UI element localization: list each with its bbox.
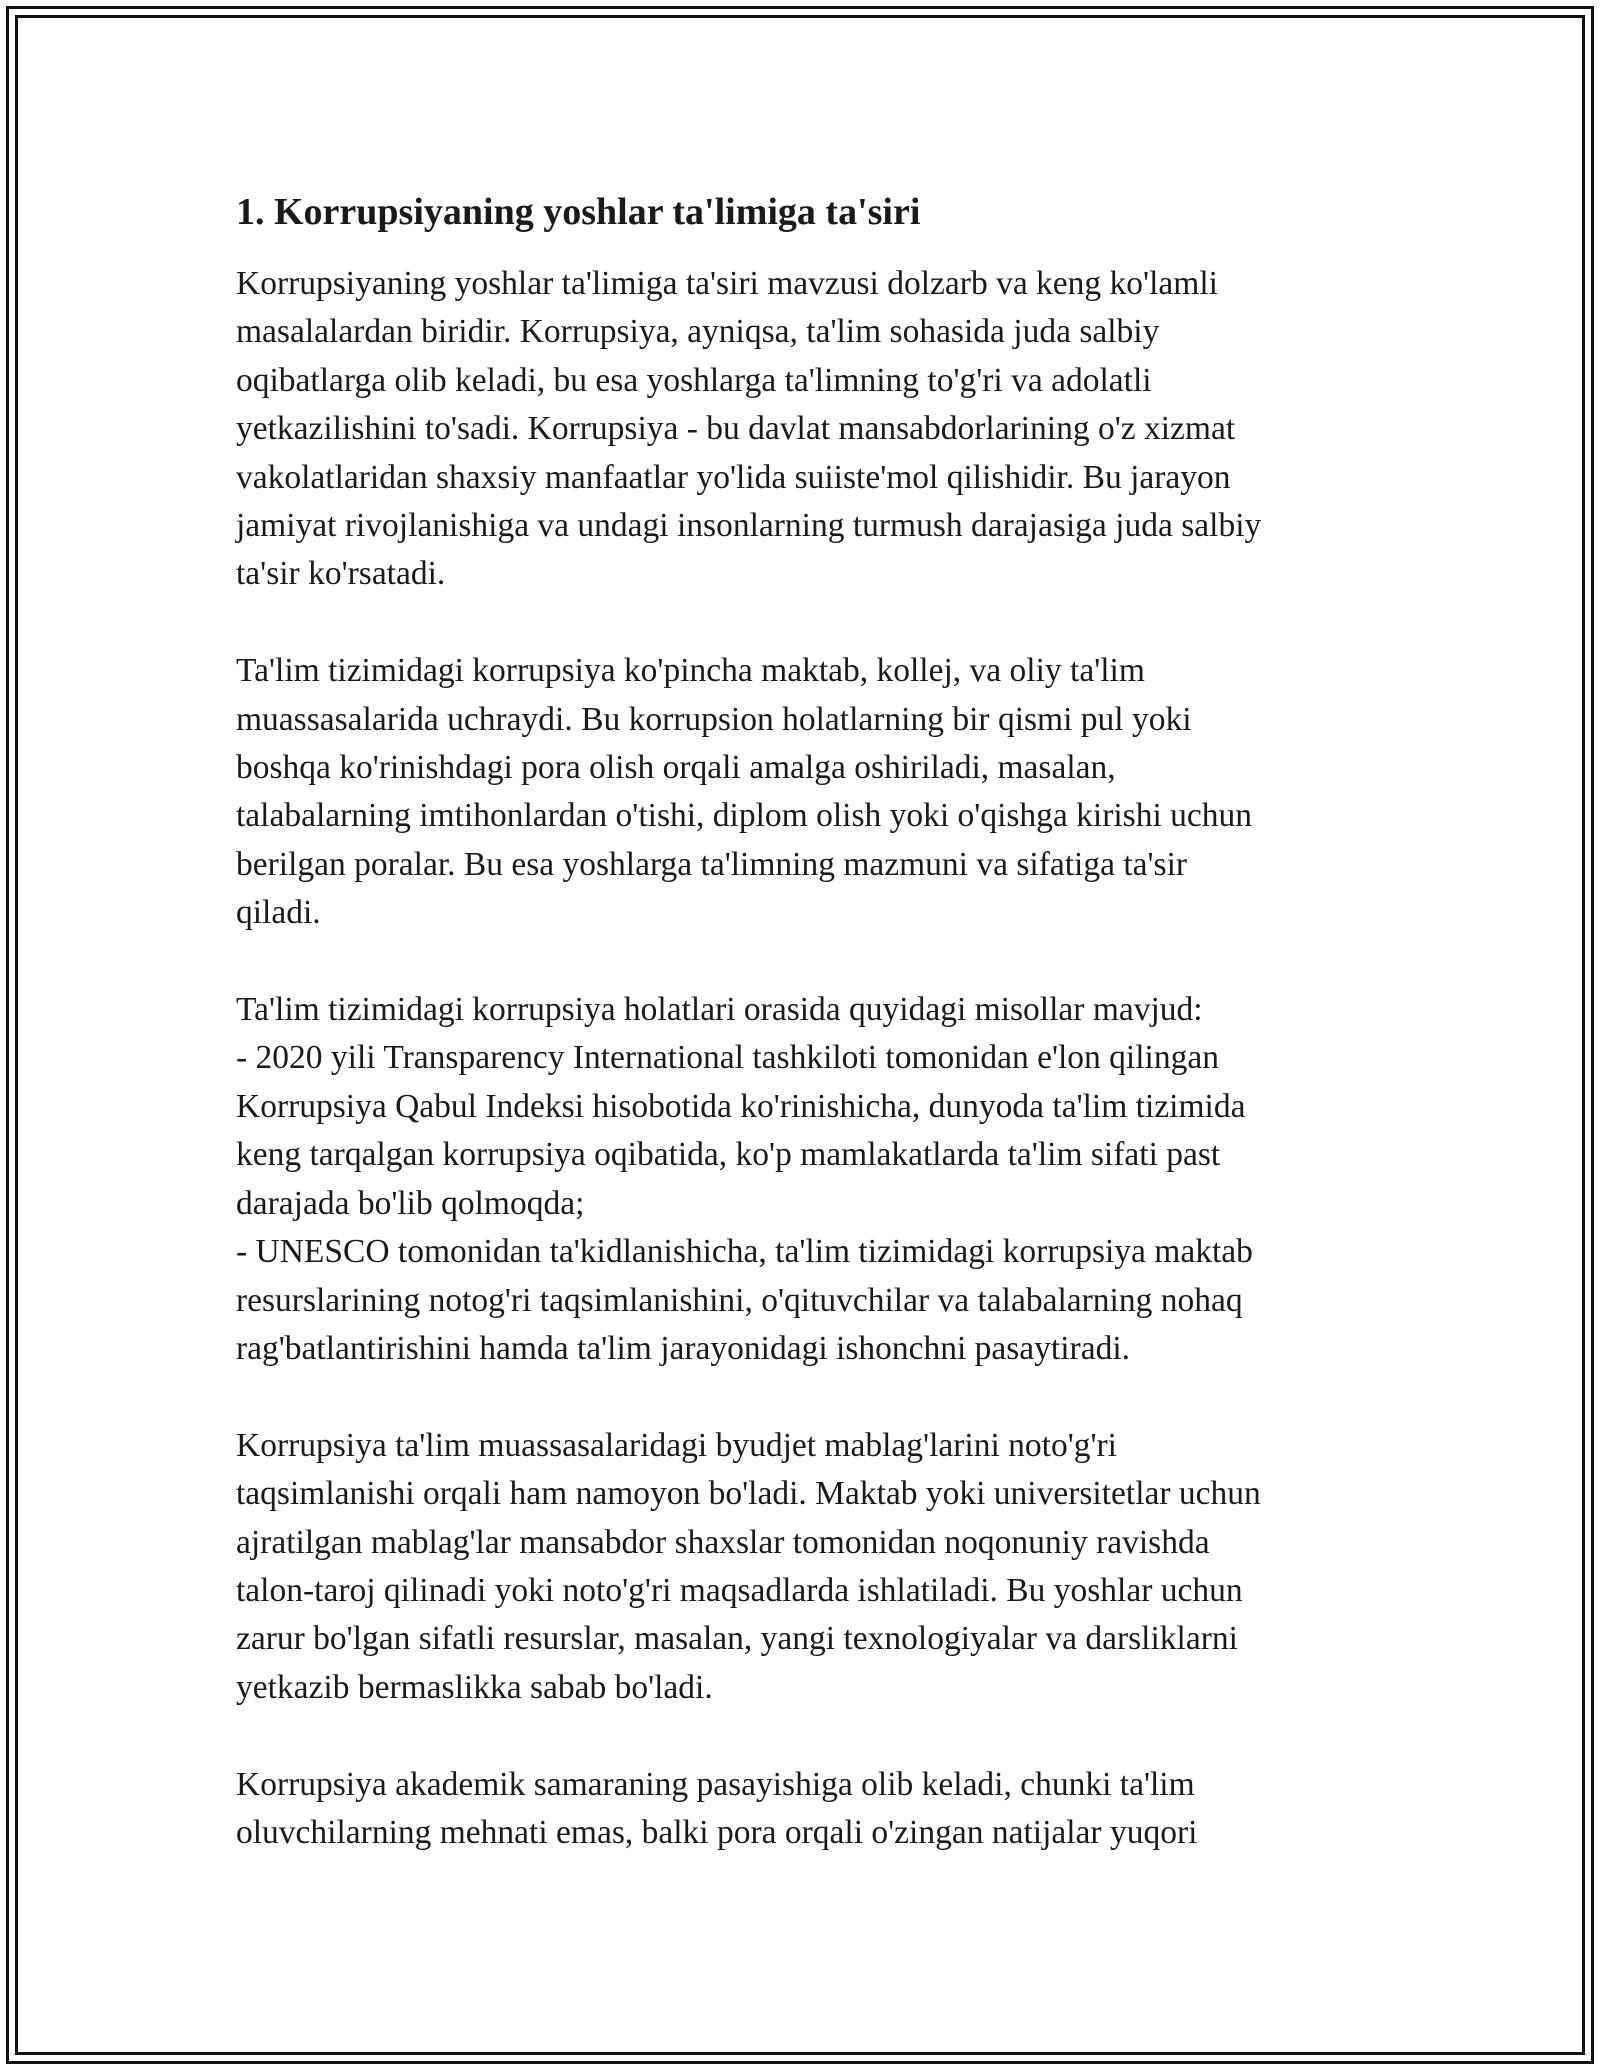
text-line: rag'batlantirishini hamda ta'lim jarayonidagi ishonchni pasaytiradi. [236,1329,1130,1367]
text-line: oqibatlarga olib keladi, bu esa yoshlarga ta'limning to'g'ri va adolatli [236,361,1152,399]
text-line: Korrupsiyaning yoshlar ta'limiga ta'siri mavzusi dolzarb va keng ko'lamli [236,265,1218,302]
text-line: yetkazilishini to'sadi. Korrupsiya - bu davlat mansabdorlarining o'z xizmat [236,410,1236,448]
text-line: qiladi. [236,894,321,932]
text-line: darajada bo'lib qolmoqda; [236,1184,585,1222]
text-line: masalalardan biridir. Korrupsiya, ayniqsa, ta'lim sohasida juda salbiy [236,313,1160,351]
text-line: resurslarining notog'ri taqsimlanishini, o'qituvchilar va talabalarning nohaq [236,1281,1243,1319]
list-item: - UNESCO tomonidan ta'kidlanishicha, ta'lim tizimidagi korrupsiya maktab [236,1233,1253,1271]
text-line: ajratilgan mablag'lar mansabdor shaxslar tomonidan noqonuniy ravishda [236,1523,1210,1561]
text-line: talabalarning imtihonlardan o'tishi, diplom olish yoki o'qishga kirishi uchun [236,797,1253,835]
text-line: muassasalarida uchraydi. Bu korrupsion holatlarning bir qismi pul yoki [236,700,1192,738]
paragraph-1 [236,260,1376,599]
text-line: boshqa ko'rinishdagi pora olish orqali amalga oshiriladi, masalan, [236,749,1116,787]
list-item: - 2020 yili Transparency International tashkiloti tomonidan e'lon qilingan [236,1039,1219,1077]
text-line: vakolatlaridan shaxsiy manfaatlar yo'lida suiiste'mol qilishidir. Bu jarayon [236,458,1231,496]
document-body [236,186,1376,1906]
text-line: yetkazib bermaslikka sabab bo'ladi. [236,1668,713,1706]
text-line: Korrupsiya akademik samaraning pasayishiga olib keladi, chunki ta'lim [236,1765,1195,1803]
text-line: Ta'lim tizimidagi korrupsiya holatlari orasida quyidagi misollar mavjud: [236,991,1203,1029]
text-line: Korrupsiya ta'lim muassasalaridagi byudjet mablag'larini noto'g'ri [236,1426,1117,1464]
text-line: berilgan poralar. Bu esa yoshlarga ta'limning mazmuni va sifatiga ta'sir [236,845,1188,883]
text-line: oluvchilarning mehnati emas, balki pora orqali o'zingan natijalar yuqori [236,1813,1198,1851]
text-line: talon-taroj qilinadi yoki noto'g'ri maqsadlarda ishlatiladi. Bu yoshlar uchun [236,1571,1243,1609]
paragraph-3 [236,986,1376,1373]
text-line: keng tarqalgan korrupsiya oqibatida, ko'p mamlakatlarda ta'lim sifati past [236,1136,1221,1174]
text-line: Korrupsiya Qabul Indeksi hisobotida ko'rinishicha, dunyoda ta'lim tizimida [236,1087,1246,1125]
text-line: taqsimlanishi orqali ham namoyon bo'ladi. Maktab yoki universitetlar uchun [236,1475,1261,1513]
text-line: ta'sir ko'rsatadi. [236,555,446,593]
paragraph-5 [236,1761,1376,1858]
paragraph-4 [236,1422,1376,1712]
paragraph-2 [236,647,1376,937]
text-line: zarur bo'lgan sifatli resurslar, masalan, yangi texnologiyalar va darsliklarni [236,1620,1238,1658]
text-line: Ta'lim tizimidagi korrupsiya ko'pincha maktab, kollej, va oliy ta'lim [236,652,1145,690]
section-heading: 1. Korrupsiyaning yoshlar ta'limiga ta'siri [236,191,921,233]
text-line: jamiyat rivojlanishiga va undagi insonlarning turmush darajasiga juda salbiy [236,507,1262,545]
